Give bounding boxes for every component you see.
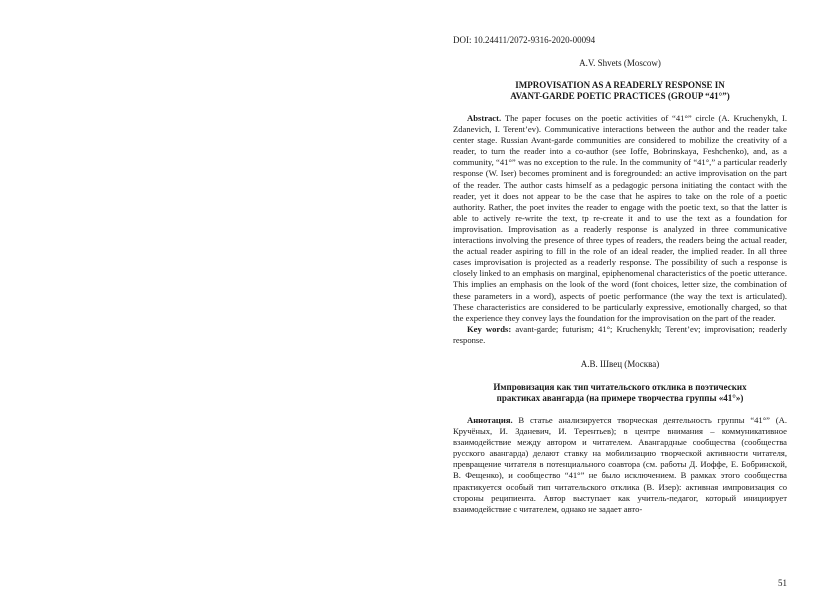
page-number: 51 xyxy=(778,578,787,588)
doi-line: DOI: 10.24411/2072-9316-2020-00094 xyxy=(453,35,596,45)
keywords-body: avant-garde; futurism; 41°; Kruchenykh; Terent’ev; improvisation; readerly response. xyxy=(453,323,787,345)
abstract-russian-label: Аннотация. xyxy=(467,414,513,425)
abstract-label: Abstract. xyxy=(467,113,502,123)
title-english-line-2: AVANT-GARDE POETIC PRACTICES (GROUP “41°”) xyxy=(510,91,730,101)
author-english: A.V. Shvets (Moscow) xyxy=(579,58,661,68)
title-english-line-1: IMPROVISATION AS A READERLY RESPONSE IN xyxy=(515,80,725,90)
article-title-russian xyxy=(453,382,787,404)
title-russian-line-2: практиках авангарда (на примере творчества группы «41°») xyxy=(496,392,744,403)
journal-page xyxy=(453,34,787,604)
abstract-english xyxy=(453,113,787,324)
abstract-russian-body: В статье анализируется творческая деятельность группы “41°” (А. Кручёных, И. Зданевич, И. Терентьев); в центре внимания – коммуникативное взаимодействие между автором и читателем. Авангардные сообщества (сообщества русского авангарда) делают ставку на мобилизацию творческой активности читателя, превращение читателя в потенциального соавтора (см. работы Д. Иоффе, Е. Бобринской, В. Фещенко), и сообщество “41°” не было исключением. В рамках этого сообщества практикуется особый тип читательского отклика (В. Изер): активная импровизация со стороны реципиента. Автор выступает как учитель-педагог, который инициирует взаимодействие с читателем, однако не задает авто- xyxy=(453,414,787,514)
title-russian-line-1: Импровизация как тип читательского отклика в поэтических xyxy=(493,381,747,392)
author-russian: А.В. Швец (Москва) xyxy=(580,358,660,369)
article-title-english xyxy=(453,80,787,102)
keywords-label: Key words: xyxy=(467,323,512,334)
abstract-russian xyxy=(453,415,787,515)
abstract-body: The paper focuses on the poetic activities of “41°” circle (A. Kruchenykh, I. Zdanevich, I. Terent’ev). Communicative interactions between the author and the reader take center stage. Russian Avant-garde communities are considered to mobilize the creativity of a reader, to turn the reader into a co-author (see Ioffe, Bobrinskaya, Feshchenko), and, as a community, “41°” was no exception to the rule. In the community of “41°,” a particular readerly response (W. Iser) becomes prominent and is foregrounded: an active improvisation on the part of the reader. The author casts himself as a pedagogic persona initiating the contact with the reader, yet it does not appear to be the case that he aspires to take on the role of a poetic authority. Rather, the poet invites the reader to engage with the poetic text, so that the latter is able to actively re-write the text, tp re-create it and to use the text as a foundation for improvisation. Improvisation as a readerly response is analyzed in three communicative interactions involving the presence of three types of readers, the readers being the actual reader, the actual reader aspiring to fill in the role of an ideal reader, the implied reader. In all three cases improvisation is projected as a readerly response. The possibility of such a response is closely linked to an emphasis on marginal, epiphenomenal characteristics of the poetic utterance. This implies an emphasis on the look of the word (font choices, letter size, the combination of these parameters in a word), aspects of poetic performance (the way the text is articulated). These characteristics are considered to be particularly expressive, emotionally charged, so that the experience they convey lays the foundation for the improvisation on the part of the reader. xyxy=(453,113,787,323)
keywords-english xyxy=(453,324,787,346)
